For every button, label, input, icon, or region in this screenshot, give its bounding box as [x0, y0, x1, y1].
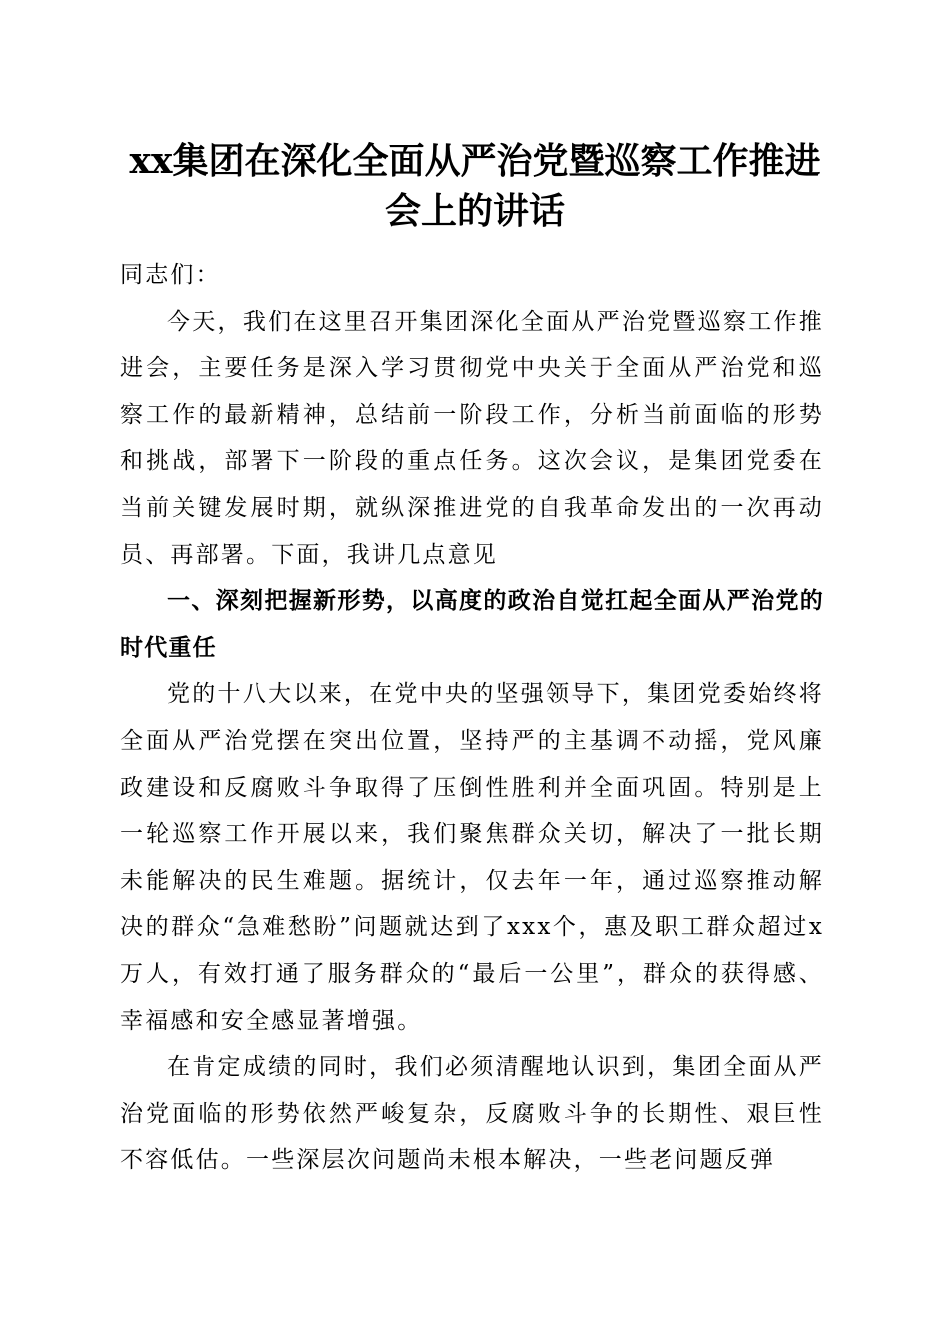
title-line-1: xx集团在深化全面从严治党暨巡察工作推进 [129, 140, 821, 182]
section-heading-1: 一、深刻把握新形势，以高度的政治自觉扛起全面从严治党的时代重任 [120, 588, 824, 661]
paragraph-intro: 今天，我们在这里召开集团深化全面从严治党暨巡察工作推进会，主要任务是深入学习贯彻党中央关于全面从严治党和巡察工作的最新精神，总结前一阶段工作，分析当前面临的形势和挑战，部署下一阶段的重点任务。这次会议，是集团党委在当前关键发展时期，就纵深推进党的自我革命发出的一次再动员、再部署。下面，我讲几点意见 [120, 308, 824, 568]
document-body [120, 252, 824, 1184]
title-line-2: 会上的讲话 [384, 190, 565, 232]
paragraph-challenges: 在肯定成绩的同时，我们必须清醒地认识到，集团全面从严治党面临的形势依然严峻复杂，反腐败斗争的长期性、艰巨性不容低估。一些深层次问题尚未根本解决，一些老问题反弹 [120, 1054, 824, 1174]
salutation: 同志们： [120, 262, 221, 288]
document-title [118, 136, 832, 236]
paragraph-achievements: 党的十八大以来，在党中央的坚强领导下，集团党委始终将全面从严治党摆在突出位置，坚持严的主基调不动摇，党风廉政建设和反腐败斗争取得了压倒性胜利并全面巩固。特别是上一轮巡察工作开展以来，我们聚焦群众关切，解决了一批长期未能解决的民生难题。据统计，仅去年一年，通过巡察推动解决的群众“急难愁盼”问题就达到了xxx个，惠及职工群众超过x万人，有效打通了服务群众的“最后一公里”，群众的获得感、幸福感和安全感显著增强。 [120, 681, 824, 1034]
